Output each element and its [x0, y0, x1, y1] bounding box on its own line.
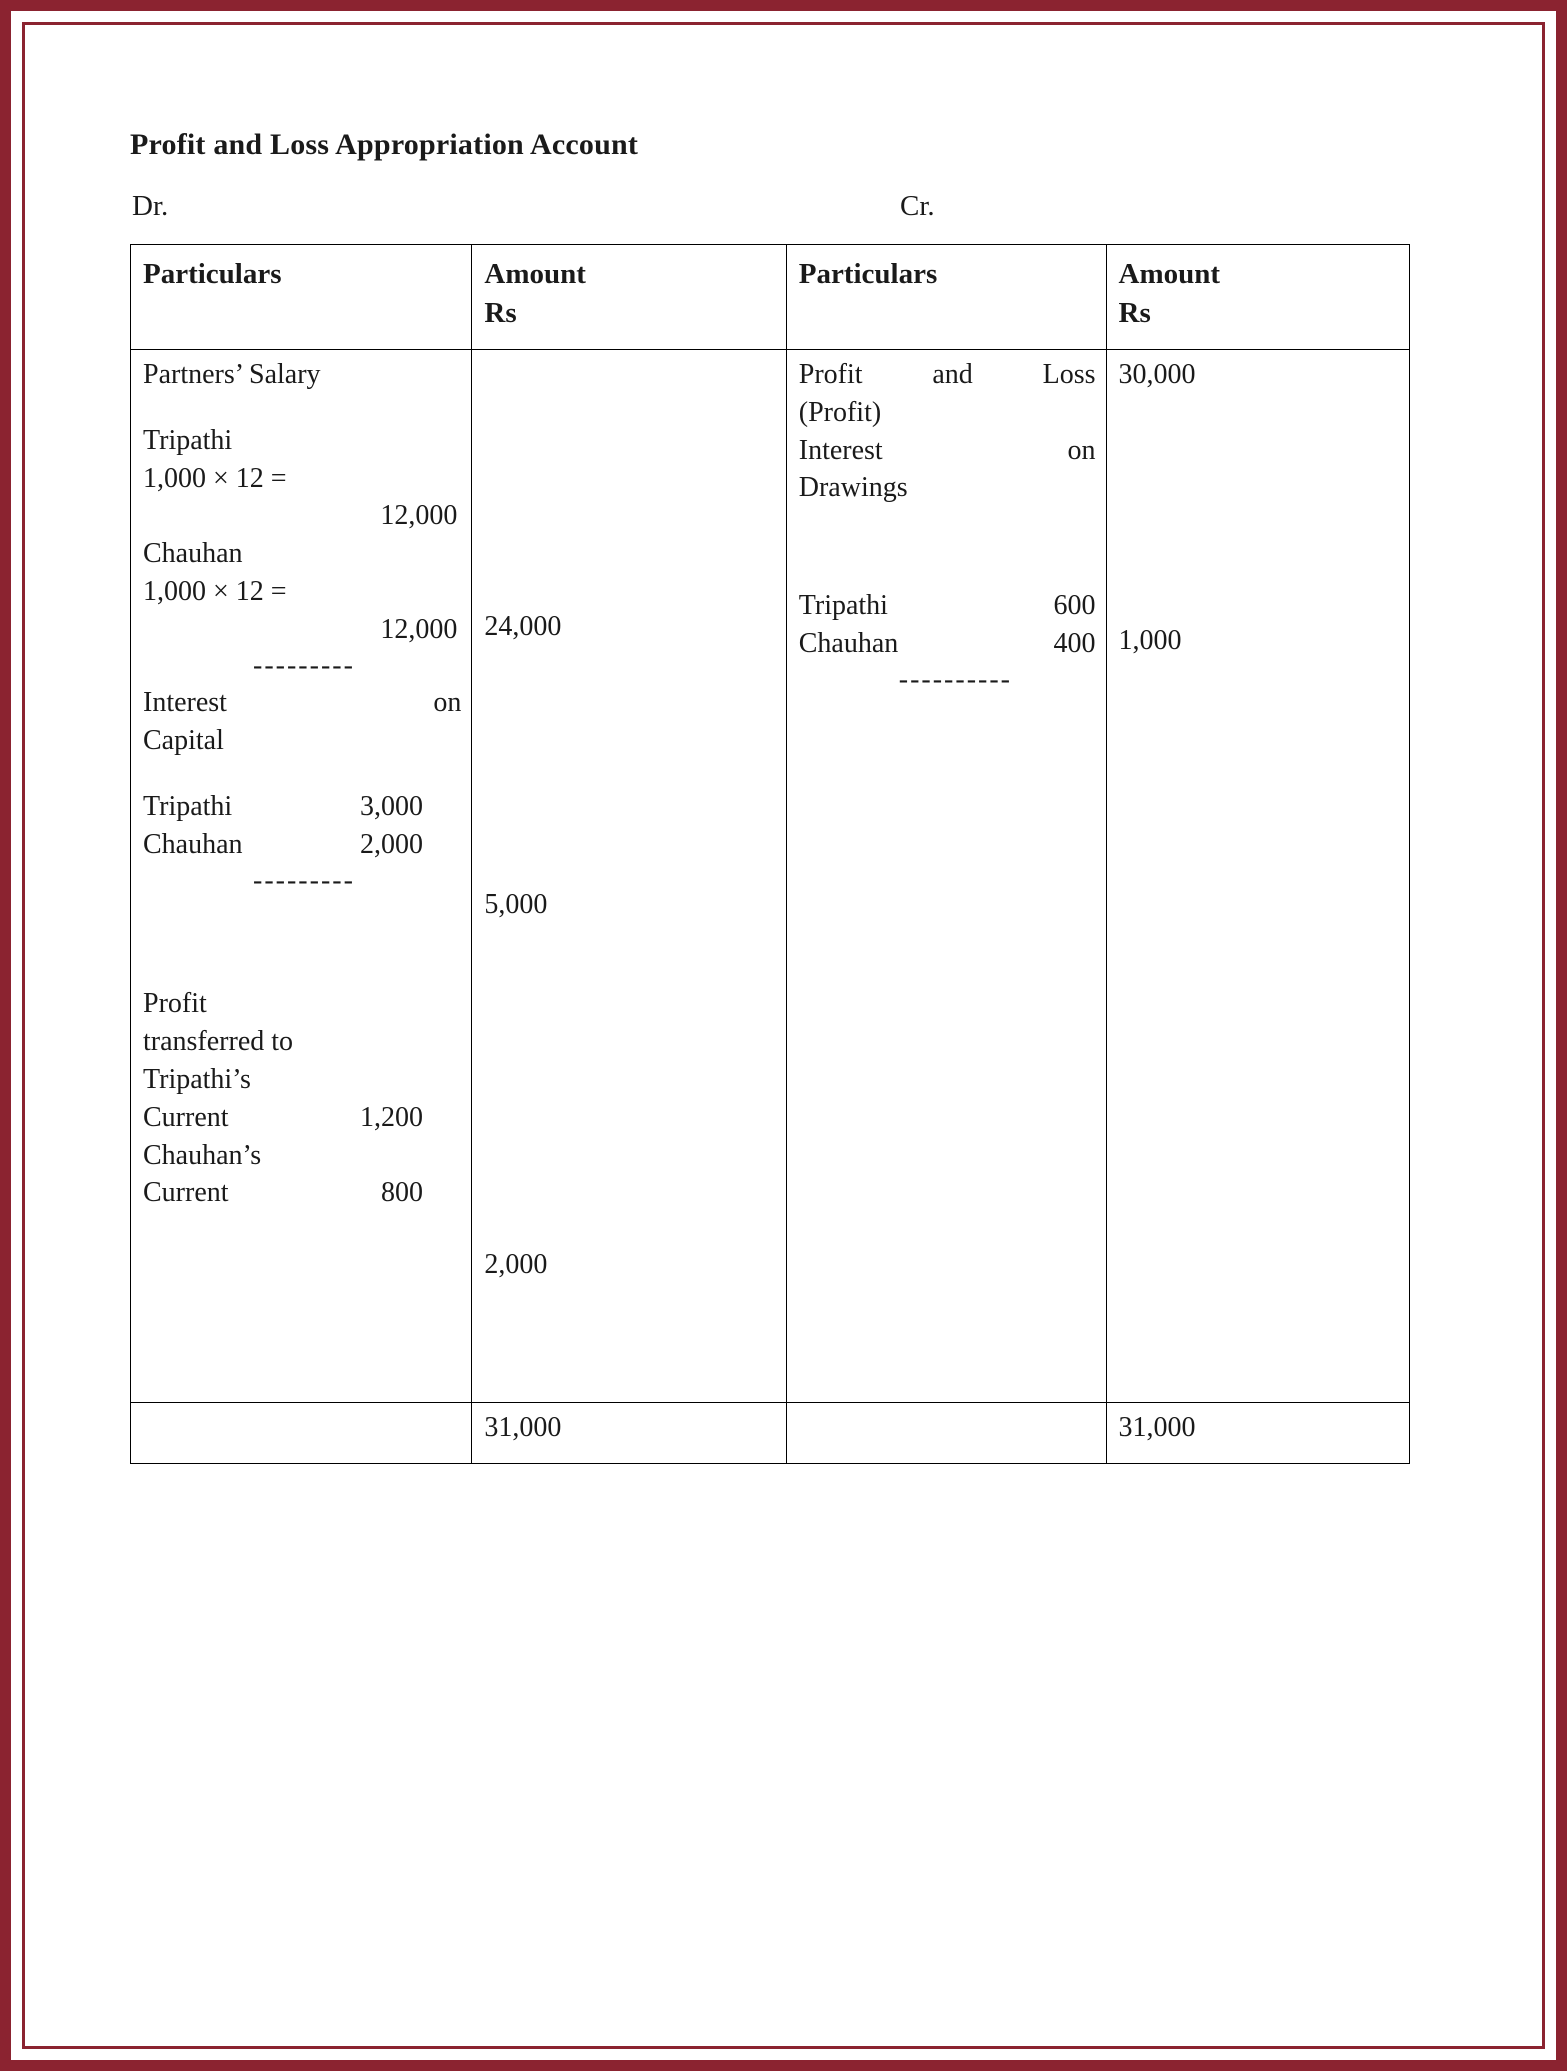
- debit-label: Dr.: [132, 190, 169, 222]
- header-particulars-left: Particulars: [131, 245, 472, 350]
- profit-transfer-line1: Profit: [143, 988, 207, 1020]
- spacer: [799, 559, 1096, 587]
- ledger-table: [130, 244, 1410, 1464]
- spacer: [143, 899, 461, 985]
- salary-tripathi-value: 12,000: [380, 500, 458, 532]
- partners-salary-heading: Partners’ Salary: [143, 359, 321, 390]
- profit-and-loss-line1: Profit and Loss: [798, 359, 1096, 390]
- document-content: [130, 128, 1430, 1464]
- profit-transfer-chauhan-current: Current 800: [143, 1177, 423, 1209]
- credit-amount-cell: [1106, 350, 1410, 1403]
- profit-transfer-total-amount: 2,000: [484, 1248, 548, 1280]
- page-title: Profit and Loss Appropriation Account: [130, 128, 639, 161]
- total-spacer-left: [131, 1403, 472, 1464]
- interest-capital-total-amount: 5,000: [484, 888, 548, 920]
- salary-chauhan-calc: 1,000 × 12 =: [143, 575, 287, 607]
- profit-and-loss-line2: (Profit): [798, 396, 882, 428]
- header-particulars-right: Particulars: [786, 245, 1106, 350]
- header-amount-left: Amount Rs: [472, 245, 786, 350]
- interest-capital-rule: ---------: [253, 864, 355, 896]
- interest-drawings-line1: Interest on: [798, 434, 1096, 466]
- salary-rule: ---------: [253, 649, 355, 681]
- interest-capital-tripathi: Tripathi 3,000: [143, 790, 423, 822]
- interest-capital-heading-line1: Interest on: [143, 687, 462, 719]
- interest-capital-chauhan: Chauhan 2,000: [143, 828, 423, 860]
- interest-drawings-line2: Drawings: [798, 472, 908, 504]
- salary-chauhan-name: Chauhan: [143, 538, 243, 570]
- salary-chauhan-value: 12,000: [380, 613, 458, 645]
- spacer: [799, 507, 1096, 559]
- profit-transfer-line3: Tripathi’s: [143, 1063, 251, 1095]
- drawings-chauhan: Chauhan 400: [798, 627, 1096, 659]
- drawings-total-amount: 1,000: [1118, 624, 1182, 656]
- profit-transfer-line5: Chauhan’s: [143, 1139, 262, 1171]
- debit-credit-labels: [130, 190, 1430, 234]
- debit-particulars-cell: [131, 350, 472, 1403]
- salary-tripathi-name: Tripathi: [143, 424, 233, 456]
- salary-total-amount: 24,000: [484, 611, 562, 642]
- debit-grand-total: 31,000: [472, 1403, 786, 1464]
- spacer: [143, 394, 461, 422]
- interest-capital-heading-line2: Capital: [143, 725, 224, 757]
- drawings-rule: ----------: [898, 663, 1012, 695]
- spacer: [143, 760, 461, 788]
- header-amount-right: Amount Rs: [1106, 245, 1410, 350]
- debit-amount-cell: [472, 350, 786, 1403]
- credit-label: Cr.: [900, 190, 935, 222]
- drawings-tripathi: Tripathi 600: [798, 590, 1096, 622]
- profit-transfer-line2: transferred to: [143, 1026, 294, 1058]
- profit-transfer-tripathi-current: Current 1,200: [143, 1101, 423, 1133]
- total-spacer-right: [786, 1403, 1106, 1464]
- credit-particulars-cell: [786, 350, 1106, 1403]
- table-body-row: [131, 350, 1410, 1403]
- table-total-row: [131, 1403, 1410, 1464]
- profit-and-loss-amount: 30,000: [1118, 359, 1196, 390]
- table-header-row: [131, 245, 1410, 350]
- salary-tripathi-calc: 1,000 × 12 =: [143, 462, 287, 494]
- credit-grand-total: 31,000: [1106, 1403, 1410, 1464]
